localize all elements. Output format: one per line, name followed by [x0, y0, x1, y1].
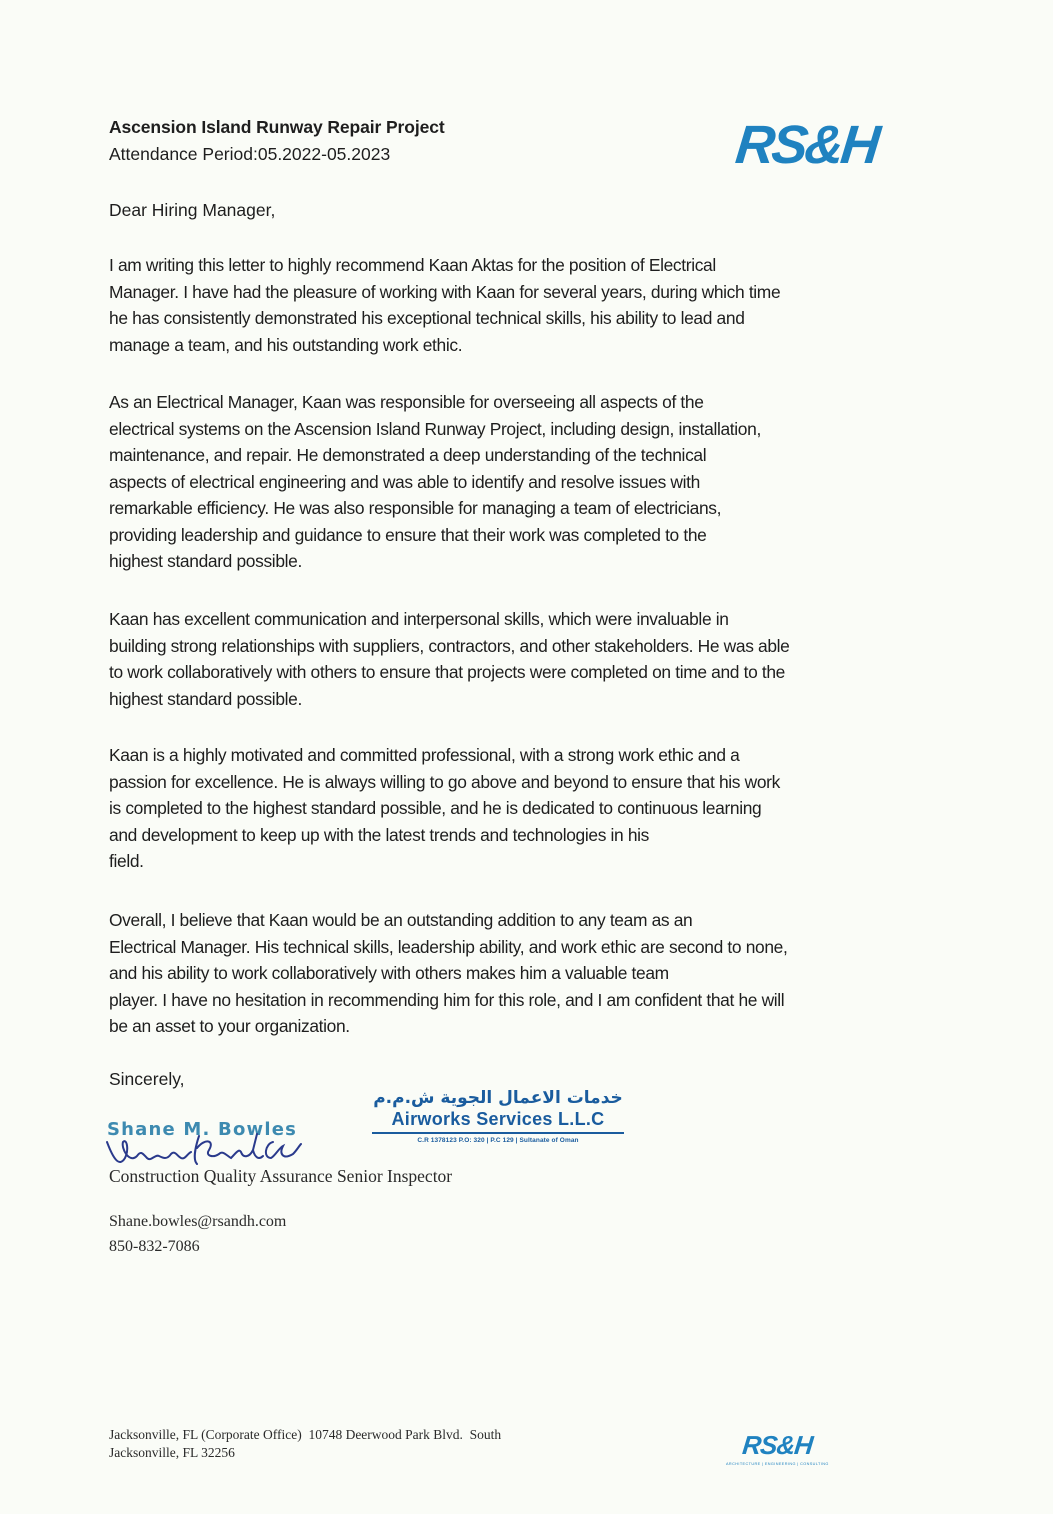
paragraph-recommendation — [109, 252, 939, 358]
text-line: passion for excellence. He is always willing to go above and beyond to ensure that his work — [109, 771, 780, 792]
text-line: is completed to the highest standard possible, and he is dedicated to continuous learning — [109, 798, 762, 818]
rsh-logo: RS&H — [732, 115, 881, 175]
text-line: and his ability to work collaboratively with others makes him a valuable team — [109, 963, 669, 983]
signer-email: Shane.bowles@rsandh.com — [109, 1213, 287, 1230]
text-line: player. I have no hesitation in recommending him for this role, and I am confident that he will — [109, 989, 785, 1010]
attendance-period: Attendance Period:05.2022-05.2023 — [109, 144, 391, 164]
text-line: he has consistently demonstrated his exceptional technical skills, his ability to lead and — [109, 308, 745, 328]
text-line: manage a team, and his outstanding work ethic. — [109, 334, 463, 355]
signer-phone: 850-832-7086 — [109, 1238, 200, 1255]
header-title: Ascension Island Runway Repair Project — [109, 117, 445, 137]
footer-address-line-1: Jacksonville, FL (Corporate Office) 10748 Deerwood Park Blvd. South — [109, 1427, 502, 1442]
footer-logo — [726, 1432, 829, 1466]
text-line: field. — [109, 851, 144, 871]
text-line: highest standard possible. — [109, 688, 302, 709]
footer-address-line-2: Jacksonville, FL 32256 — [109, 1445, 235, 1460]
text-line: remarkable efficiency. He was also responsible for managing a team of electricians, — [109, 498, 722, 518]
text-line: building strong relationships with suppliers, contractors, and other stakeholders. He was able — [109, 635, 790, 656]
paragraph-communication — [109, 606, 939, 712]
signer-title: Construction Quality Assurance Senior Inspector — [109, 1166, 453, 1186]
footer-logo-mark: RS&H — [740, 1430, 814, 1460]
closing: Sincerely, — [109, 1069, 185, 1089]
text-line: Kaan has excellent communication and interpersonal skills, which were invaluable in — [109, 609, 729, 629]
paragraph-conclusion — [109, 907, 939, 1040]
footer-logo-tagline: ARCHITECTURE | ENGINEERING | CONSULTING — [726, 1462, 829, 1466]
text-line: Overall, I believe that Kaan would be an outstanding addition to any team as an — [109, 910, 693, 930]
paragraph-motivation — [109, 742, 939, 875]
paragraph-responsibilities — [109, 389, 939, 575]
stamp-divider — [372, 1132, 624, 1134]
text-line: I am writing this letter to highly recommend Kaan Aktas for the position of Electrical — [109, 255, 716, 275]
stamp-company-name: Airworks Services L.L.C — [391, 1109, 605, 1129]
text-line: As an Electrical Manager, Kaan was responsible for overseeing all aspects of the — [109, 392, 704, 412]
company-stamp — [372, 1088, 624, 1144]
text-line: maintenance, and repair. He demonstrated a deep understanding of the technical — [109, 445, 707, 465]
text-line: to work collaboratively with others to ensure that projects were completed on time and to the — [109, 662, 786, 682]
salutation: Dear Hiring Manager, — [109, 200, 276, 220]
signer-name: Shane M. Bowles — [107, 1119, 298, 1140]
text-line: electrical systems on the Ascension Island Runway Project, including design, installation, — [109, 418, 761, 439]
text-line: Kaan is a highly motivated and committed professional, with a strong work ethic and a — [109, 745, 740, 765]
text-line: providing leadership and guidance to ensure that their work was completed to the — [109, 524, 707, 545]
text-line: Electrical Manager. His technical skills, leadership ability, and work ethic are second to none, — [109, 936, 788, 957]
text-line: highest standard possible. — [109, 551, 302, 571]
stamp-registration: C.R 1378123 P.O: 320 | P.C 129 | Sultanate of Oman — [417, 1137, 579, 1144]
text-line: Manager. I have had the pleasure of working with Kaan for several years, during which time — [109, 281, 781, 302]
stamp-arabic-name: خدمات الاعمال الجوية ش.م.م — [373, 1088, 623, 1108]
text-line: aspects of electrical engineering and was able to identify and resolve issues with — [109, 471, 700, 492]
text-line: and development to keep up with the latest trends and technologies in his — [109, 824, 650, 845]
text-line: be an asset to your organization. — [109, 1016, 350, 1036]
